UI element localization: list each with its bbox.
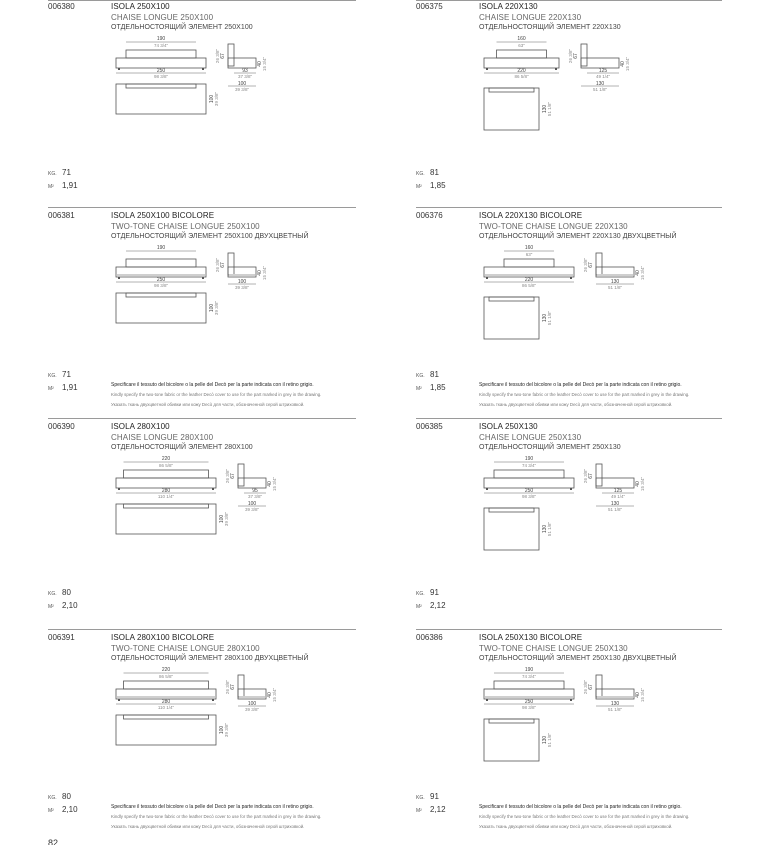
dimension-back-inch: 63" — [525, 252, 533, 257]
dimension-depth: 130 — [610, 279, 620, 285]
dimension-width-inch: 98 3/8" — [521, 705, 537, 710]
plan-outline — [484, 719, 539, 761]
product-stats — [416, 587, 446, 613]
area-value: 2,12 — [430, 601, 446, 610]
dimension-seat-inch: 15 3/4" — [640, 476, 645, 492]
technical-drawing — [479, 239, 679, 369]
dimension-width-inch: 110 1/4" — [157, 494, 175, 499]
sofa-backrest — [126, 259, 196, 267]
product-titles — [479, 633, 677, 665]
side-backrest — [581, 44, 587, 66]
sofa-foot — [212, 699, 214, 701]
dimension-back: 190 — [524, 456, 534, 462]
product-code: 006375 — [416, 2, 443, 11]
dimension-depth-inch: 39 3/8" — [244, 507, 260, 512]
note-it: Specificare il tessuto del bicolore o la pelle del Decò per la parte indicata con il retino grigio. — [479, 382, 682, 388]
product-entry — [48, 422, 403, 633]
product-name-en: TWO-TONE CHAISE LONGUE 220X130 — [479, 221, 628, 231]
dimension-back: 160 — [524, 245, 534, 251]
dimension-back: 220 — [161, 456, 171, 462]
product-name: ISOLA 280X100 — [111, 422, 170, 431]
dimension-width-inch: 98 3/8" — [153, 283, 169, 288]
bicolor-band — [117, 274, 205, 276]
product-stats — [416, 791, 446, 817]
dimension-height: 67 — [588, 473, 594, 479]
product-name-ru: ОТДЕЛЬНОСТОЯЩИЙ ЭЛЕМЕНТ 220X130 ДВУХЦВЕТНЫЙ — [479, 233, 677, 240]
bicolor-note — [479, 380, 759, 410]
product-entry — [416, 2, 759, 213]
dimension-back-inch: 74 3/4" — [153, 43, 169, 48]
dimension-seat-inch: 15 3/4" — [272, 476, 277, 492]
product-name-ru: ОТДЕЛЬНОСТОЯЩИЙ ЭЛЕМЕНТ 250X100 ДВУХЦВЕТНЫЙ — [111, 233, 309, 240]
dimension-seat-depth-inch: 37 3/8" — [247, 494, 263, 499]
dimension-back-inch: 74 3/4" — [521, 463, 537, 468]
sofa-seat — [116, 58, 206, 68]
dimension-width: 220 — [517, 68, 526, 74]
dimension-height-inch: 26 3/8" — [215, 257, 220, 273]
dimension-seat: 40 — [635, 270, 641, 276]
dimension-seat: 40 — [267, 481, 273, 487]
product-name-ru: ОТДЕЛЬНОСТОЯЩИЙ ЭЛЕМЕНТ 250X100 — [111, 24, 253, 31]
side-backrest — [596, 253, 602, 275]
plan-outline — [484, 297, 539, 339]
dimension-plan-inch: 51 1/8" — [547, 732, 552, 748]
technical-drawing — [111, 661, 311, 791]
dimension-height: 67 — [588, 262, 594, 268]
dimension-seat-depth: 95 — [252, 488, 258, 494]
technical-drawing — [479, 661, 679, 791]
product-code: 006381 — [48, 211, 75, 220]
sofa-foot — [486, 277, 488, 279]
sofa-backrest — [124, 681, 209, 689]
dimension-height: 67 — [573, 53, 579, 59]
product-code: 006380 — [48, 2, 75, 11]
dimension-seat: 40 — [267, 692, 273, 698]
weight-label: KG. — [48, 795, 57, 801]
side-seat — [238, 478, 266, 488]
dimension-height: 67 — [230, 473, 236, 479]
dimension-width-inch: 110 1/4" — [157, 705, 175, 710]
sofa-foot — [118, 68, 120, 70]
side-backrest — [596, 464, 602, 486]
product-titles — [111, 211, 309, 243]
sofa-backrest — [497, 50, 547, 58]
product-name-ru: ОТДЕЛЬНОСТОЯЩИЙ ЭЛЕМЕНТ 220X130 — [479, 24, 621, 31]
product-titles — [111, 633, 309, 665]
note-ru: Указать ткань двухцветной обивки или кожу Decò для части, обозначенной серой штриховкой. — [111, 824, 305, 829]
area-label: M² — [416, 604, 422, 610]
dimension-depth-inch: 39 3/8" — [234, 285, 250, 290]
dimension-seat: 40 — [635, 481, 641, 487]
note-ru: Указать ткань двухцветной обивки или кожу Decò для части, обозначенной серой штриховкой. — [479, 402, 673, 407]
area-value: 1,91 — [62, 383, 78, 392]
bicolor-note — [111, 380, 406, 410]
plan-outline — [484, 508, 539, 550]
dimension-width: 250 — [156, 277, 166, 283]
product-name: ISOLA 250X130 — [479, 422, 538, 431]
divider — [48, 0, 356, 1]
plan-outline — [484, 88, 539, 130]
page-number: 82 — [48, 838, 59, 845]
technical-drawing — [111, 450, 311, 580]
product-name: ISOLA 220X130 — [479, 2, 538, 11]
weight-value: 91 — [430, 792, 439, 801]
bicolor-note — [111, 802, 406, 832]
dimension-seat: 40 — [257, 270, 263, 276]
dimension-plan: 100 — [219, 514, 225, 524]
area-label: M² — [48, 184, 54, 190]
dimension-depth: 130 — [595, 81, 605, 87]
weight-value: 71 — [62, 168, 71, 177]
dimension-seat: 40 — [635, 692, 641, 698]
side-backrest — [228, 44, 234, 66]
dimension-back: 190 — [156, 36, 166, 42]
product-name-en: CHAISE LONGUE 220X130 — [479, 12, 582, 22]
dimension-back-inch: 63" — [518, 43, 525, 48]
weight-label: KG. — [48, 171, 57, 177]
dimension-seat-depth-inch: 49 1/4" — [595, 74, 611, 79]
dimension-plan: 100 — [219, 725, 225, 735]
note-ru: Указать ткань двухцветной обивки или кожу Decò для части, обозначенной серой штриховкой. — [479, 824, 673, 829]
technical-drawing — [111, 239, 311, 369]
sofa-foot — [486, 699, 488, 701]
dimension-seat-depth-inch: 49 1/4" — [610, 494, 626, 499]
product-entry — [416, 422, 759, 633]
product-titles — [111, 422, 253, 454]
dimension-plan: 130 — [542, 104, 548, 114]
note-it: Specificare il tessuto del bicolore o la pelle del Decò per la parte indicata con il retino grigio. — [111, 382, 314, 388]
note-en: Kindly specify the two-tone fabric or the leather Decò cover to use for the part marked in grey in the drawing. — [479, 814, 690, 819]
bicolor-band — [597, 274, 633, 276]
note-it: Specificare il tessuto del bicolore o la pelle del Decò per la parte indicata con il retino grigio. — [479, 804, 682, 810]
sofa-backrest — [124, 470, 209, 478]
side-seat — [228, 58, 256, 68]
weight-label: KG. — [416, 171, 425, 177]
product-name-ru: ОТДЕЛЬНОСТОЯЩИЙ ЭЛЕМЕНТ 250X130 — [479, 444, 621, 451]
note-en: Kindly specify the two-tone fabric or the leather Decò cover to use for the part marked in grey in the drawing. — [111, 814, 322, 819]
dimension-width: 220 — [524, 277, 534, 283]
dimension-seat-inch: 15 3/4" — [262, 265, 267, 281]
weight-value: 80 — [62, 792, 71, 801]
sofa-foot — [202, 68, 204, 70]
plan-backrest — [124, 504, 209, 508]
dimension-seat-depth: 125 — [598, 68, 608, 74]
plan-backrest — [489, 297, 534, 301]
weight-value: 71 — [62, 370, 71, 379]
technical-drawing — [479, 450, 679, 580]
dimension-depth-inch: 51 1/8" — [607, 507, 623, 512]
product-name: ISOLA 250X130 BICOLORE — [479, 633, 583, 642]
dimension-width: 280 — [161, 699, 171, 705]
dimension-plan-inch: 51 1/8" — [547, 310, 552, 326]
plan-outline — [116, 715, 216, 745]
dimension-seat-depth: 93 — [242, 68, 248, 74]
area-label: M² — [48, 604, 54, 610]
product-stats — [416, 167, 446, 193]
area-label: M² — [416, 184, 422, 190]
product-name-ru: ОТДЕЛЬНОСТОЯЩИЙ ЭЛЕМЕНТ 280X100 — [111, 444, 253, 451]
product-titles — [479, 422, 621, 454]
area-label: M² — [416, 386, 422, 392]
plan-outline — [116, 84, 206, 114]
dimension-depth-inch: 51 1/8" — [607, 707, 623, 712]
dimension-width: 250 — [524, 699, 534, 705]
sofa-foot — [202, 277, 204, 279]
plan-outline — [116, 504, 216, 534]
product-entry — [48, 633, 403, 844]
dimension-plan-inch: 39 3/8" — [224, 722, 229, 738]
plan-backrest — [124, 715, 209, 719]
dimension-depth-inch: 39 3/8" — [234, 87, 250, 92]
product-entry — [48, 211, 403, 422]
product-name-ru: ОТДЕЛЬНОСТОЯЩИЙ ЭЛЕМЕНТ 250X130 ДВУХЦВЕТНЫЙ — [479, 655, 677, 662]
bicolor-band — [239, 696, 265, 698]
sofa-foot — [570, 277, 572, 279]
bicolor-note — [479, 802, 759, 832]
plan-outline — [116, 293, 206, 323]
sofa-backrest — [494, 681, 564, 689]
dimension-height-inch: 26 3/8" — [215, 48, 220, 64]
dimension-width-inch: 98 3/8" — [521, 494, 537, 499]
dimension-depth: 130 — [610, 501, 620, 507]
dimension-width-inch: 98 3/8" — [153, 74, 169, 79]
dimension-depth: 100 — [247, 701, 257, 707]
product-code: 006391 — [48, 633, 75, 642]
dimension-height-inch: 26 3/8" — [225, 679, 230, 695]
dimension-seat-inch: 15 3/4" — [272, 687, 277, 703]
dimension-seat-inch: 15 3/4" — [262, 56, 267, 72]
product-stats — [48, 369, 78, 395]
area-label: M² — [48, 808, 54, 814]
dimension-plan: 130 — [542, 735, 548, 745]
dimension-depth-inch: 51 1/8" — [592, 87, 608, 92]
sofa-seat — [484, 58, 559, 68]
product-stats — [48, 587, 78, 613]
area-label: M² — [48, 386, 54, 392]
sofa-foot — [555, 68, 557, 70]
dimension-depth-inch: 39 3/8" — [244, 707, 260, 712]
dimension-height: 67 — [588, 684, 594, 690]
dimension-plan-inch: 39 3/8" — [214, 91, 219, 107]
dimension-height: 67 — [220, 262, 226, 268]
weight-label: KG. — [416, 795, 425, 801]
product-name-en: CHAISE LONGUE 280X100 — [111, 432, 214, 442]
bicolor-band — [229, 274, 255, 276]
area-value: 1,85 — [430, 181, 446, 190]
product-entry — [48, 2, 403, 213]
dimension-plan: 130 — [542, 524, 548, 534]
dimension-back-inch: 86 5/8" — [158, 463, 174, 468]
dimension-width-inch: 86 5/8" — [514, 74, 529, 79]
dimension-back: 220 — [161, 667, 171, 673]
dimension-seat: 40 — [620, 61, 626, 67]
product-stats — [48, 791, 78, 817]
dimension-width: 250 — [524, 488, 534, 494]
area-value: 1,91 — [62, 181, 78, 190]
plan-backrest — [126, 293, 196, 297]
dimension-width: 280 — [161, 488, 171, 494]
divider — [416, 0, 722, 1]
sofa-seat — [116, 478, 216, 488]
dimension-back-inch: 74 3/4" — [521, 674, 537, 679]
technical-drawing — [479, 30, 679, 160]
side-backrest — [238, 675, 244, 697]
sofa-backrest — [494, 470, 564, 478]
bicolor-band — [117, 696, 215, 698]
plan-backrest — [126, 84, 196, 88]
weight-label: KG. — [48, 591, 57, 597]
dimension-back: 160 — [517, 36, 526, 42]
sofa-foot — [118, 488, 120, 490]
area-value: 2,10 — [62, 601, 78, 610]
side-backrest — [596, 675, 602, 697]
dimension-seat-inch: 15 3/4" — [640, 265, 645, 281]
area-value: 1,85 — [430, 383, 446, 392]
sofa-foot — [570, 699, 572, 701]
product-entry — [416, 211, 759, 422]
product-titles — [479, 2, 621, 34]
dimension-plan: 130 — [542, 313, 548, 323]
note-en: Kindly specify the two-tone fabric or the leather Decò cover to use for the part marked in grey in the drawing. — [111, 392, 322, 397]
sofa-foot — [118, 699, 120, 701]
note-ru: Указать ткань двухцветной обивки или кожу Decò для части, обозначенной серой штриховкой. — [111, 402, 305, 407]
dimension-back: 190 — [524, 667, 534, 673]
dimension-seat-depth-inch: 37 3/8" — [237, 74, 253, 79]
sofa-backrest — [504, 259, 554, 267]
product-name: ISOLA 250X100 BICOLORE — [111, 211, 215, 220]
dimension-back: 190 — [156, 245, 166, 251]
dimension-seat-depth: 125 — [613, 488, 623, 494]
side-backrest — [238, 464, 244, 486]
sofa-foot — [570, 488, 572, 490]
dimension-height-inch: 26 3/8" — [583, 679, 588, 695]
plan-backrest — [489, 719, 534, 723]
weight-value: 81 — [430, 370, 439, 379]
product-name: ISOLA 250X100 — [111, 2, 170, 11]
dimension-plan-inch: 39 3/8" — [224, 511, 229, 527]
dimension-width-inch: 86 5/8" — [521, 283, 537, 288]
weight-value: 80 — [62, 588, 71, 597]
dimension-seat: 40 — [257, 61, 263, 67]
dimension-plan-inch: 51 1/8" — [547, 521, 552, 537]
weight-value: 81 — [430, 168, 439, 177]
note-en: Kindly specify the two-tone fabric or the leather Decò cover to use for the part marked in grey in the drawing. — [479, 392, 690, 397]
sofa-seat — [484, 478, 574, 488]
plan-backrest — [489, 88, 534, 92]
dimension-plan-inch: 51 1/8" — [547, 101, 552, 117]
product-name: ISOLA 280X100 BICOLORE — [111, 633, 215, 642]
dimension-plan: 100 — [209, 303, 215, 313]
sofa-foot — [486, 68, 488, 70]
dimension-height-inch: 26 3/8" — [568, 48, 573, 64]
product-titles — [479, 211, 677, 243]
product-name-ru: ОТДЕЛЬНОСТОЯЩИЙ ЭЛЕМЕНТ 280X100 ДВУХЦВЕТНЫЙ — [111, 655, 309, 662]
product-name-en: TWO-TONE CHAISE LONGUE 250X130 — [479, 643, 628, 653]
technical-drawing — [111, 30, 311, 160]
dimension-height-inch: 26 3/8" — [583, 468, 588, 484]
sofa-foot — [118, 277, 120, 279]
sofa-backrest — [126, 50, 196, 58]
note-it: Specificare il tessuto del bicolore o la pelle del Decò per la parte indicata con il retino grigio. — [111, 804, 314, 810]
dimension-seat-inch: 15 3/4" — [625, 56, 630, 72]
product-code: 006385 — [416, 422, 443, 431]
dimension-back-inch: 86 5/8" — [158, 674, 174, 679]
sofa-foot — [486, 488, 488, 490]
bicolor-band — [485, 696, 573, 698]
product-entry — [416, 633, 759, 844]
plan-backrest — [489, 508, 534, 512]
dimension-width: 250 — [156, 68, 166, 74]
dimension-depth: 130 — [610, 701, 620, 707]
product-name-en: TWO-TONE CHAISE LONGUE 250X100 — [111, 221, 260, 231]
dimension-plan-inch: 39 3/8" — [214, 300, 219, 316]
weight-label: KG. — [416, 373, 425, 379]
dimension-height: 67 — [230, 684, 236, 690]
product-titles — [111, 2, 253, 34]
area-label: M² — [416, 808, 422, 814]
dimension-depth: 100 — [237, 279, 247, 285]
dimension-plan: 100 — [209, 94, 215, 104]
dimension-seat-inch: 15 3/4" — [640, 687, 645, 703]
dimension-height: 67 — [220, 53, 226, 59]
product-code: 006390 — [48, 422, 75, 431]
weight-label: KG. — [416, 591, 425, 597]
product-code: 006376 — [416, 211, 443, 220]
dimension-height-inch: 26 3/8" — [583, 257, 588, 273]
product-stats — [416, 369, 446, 395]
product-name-en: TWO-TONE CHAISE LONGUE 280X100 — [111, 643, 260, 653]
product-stats — [48, 167, 78, 193]
dimension-depth: 100 — [247, 501, 257, 507]
product-code: 006386 — [416, 633, 443, 642]
weight-label: KG. — [48, 373, 57, 379]
bicolor-band — [485, 274, 573, 276]
dimension-height-inch: 26 3/8" — [225, 468, 230, 484]
bicolor-band — [597, 696, 633, 698]
dimension-depth-inch: 51 1/8" — [607, 285, 623, 290]
area-value: 2,10 — [62, 805, 78, 814]
product-name: ISOLA 220X130 BICOLORE — [479, 211, 583, 220]
weight-value: 91 — [430, 588, 439, 597]
product-name-en: CHAISE LONGUE 250X100 — [111, 12, 214, 22]
product-name-en: CHAISE LONGUE 250X130 — [479, 432, 582, 442]
area-value: 2,12 — [430, 805, 446, 814]
sofa-foot — [212, 488, 214, 490]
side-backrest — [228, 253, 234, 275]
dimension-depth: 100 — [237, 81, 247, 87]
